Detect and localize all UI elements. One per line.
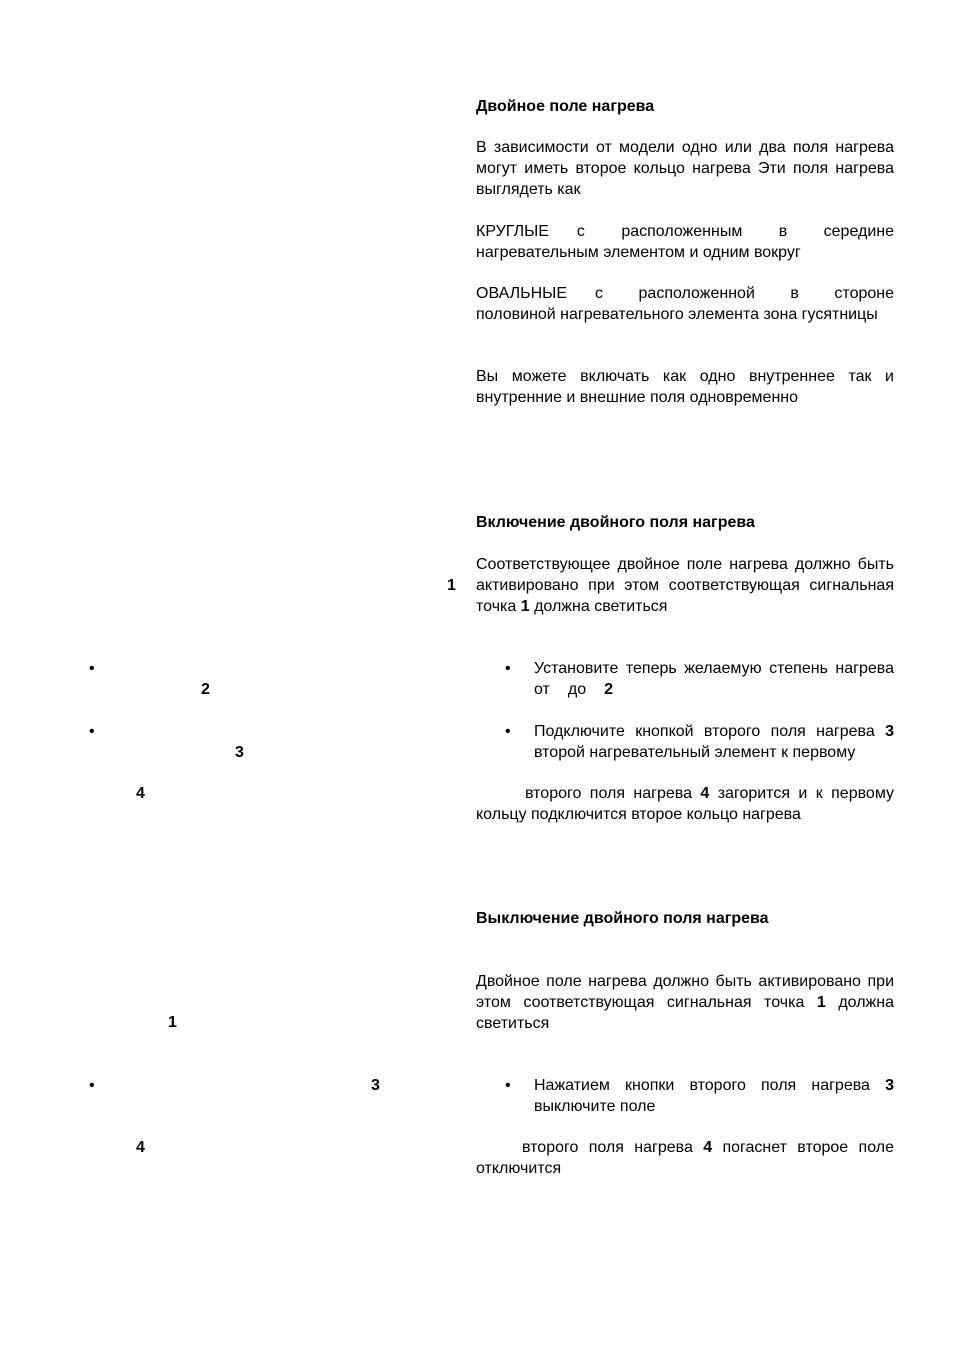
signal-point-number: 1 [816,993,826,1011]
margin-callout-1: 1 [447,577,456,594]
bullet-switch-off-zone: Нажатием кнопки второго поля нагрева 3 выключите поле [534,1077,894,1115]
signal-point-number: 1 [520,597,530,615]
intro-paragraph: В зависимости от модели одно или два поля нагрева могут иметь второе кольцо нагрева Эти поля нагрева выглядеть как [476,139,894,198]
power-level-number: 2 [604,680,614,698]
oval-zone-line-2: половиной нагревательного элемента зона гусятницы [476,305,878,323]
bullet-marker: • [505,723,511,740]
section-heading-switch-on: Включение двойного поля нагрева [476,514,755,531]
indicator-number: 4 [703,1139,713,1156]
margin-callout-1-off: 1 [168,1014,177,1031]
oval-zone-paragraph [476,284,894,326]
second-zone-button-number: 3 [885,723,894,740]
margin-bullet: • [89,723,95,740]
deactivation-paragraph: Двойное поле нагрева должно быть активировано при этом соответствующая сигнальная точка 1 должна светиться [476,973,894,1032]
margin-callout-2: 2 [201,681,210,698]
activation-paragraph: Соответствующее двойное поле нагрева должно быть активировано при этом соответствующая сигнальная точка 1 должна светиться [476,556,894,615]
margin-bullet: • [89,660,95,677]
indicator-off-paragraph: второго поля нагрева 4 погаснет второе поле отключится [476,1139,894,1177]
indicator-on-paragraph: второго поля нагрева 4 загорится и к первому кольцу подключится второе кольцо нагрева [476,785,895,823]
round-zone-line-2: нагревательным элементом и одним вокруг [476,243,801,261]
margin-callout-4: 4 [136,785,145,802]
indicator-number: 4 [700,785,710,802]
section-heading-dual-zone: Двойное поле нагрева [476,98,655,115]
margin-callout-3-off: 3 [371,1077,380,1094]
simultaneous-note: Вы можете включать как одно внутреннее так и внутренние и внешние поля одновременно [476,368,894,406]
round-zone-paragraph [476,222,894,264]
bullet-connect-second-ring: Подключите кнопкой второго поля нагрева 3 второй нагревательный элемент к первому [534,723,894,761]
bullet-marker: • [505,1077,511,1094]
bullet-set-power-level: Установите теперь желаемую степень нагрева от до 2 [534,660,894,698]
bullet-marker: • [505,660,511,677]
second-zone-button-number: 3 [885,1077,894,1094]
margin-callout-3: 3 [235,744,244,761]
section-heading-switch-off: Выключение двойного поля нагрева [476,910,769,927]
margin-bullet: • [89,1077,95,1094]
round-zone-line-1: КРУГЛЫЕ с расположенным в середине [476,223,894,240]
margin-callout-4-off: 4 [136,1139,145,1156]
oval-zone-line-1: ОВАЛЬНЫЕ с расположенной в стороне [476,285,894,302]
